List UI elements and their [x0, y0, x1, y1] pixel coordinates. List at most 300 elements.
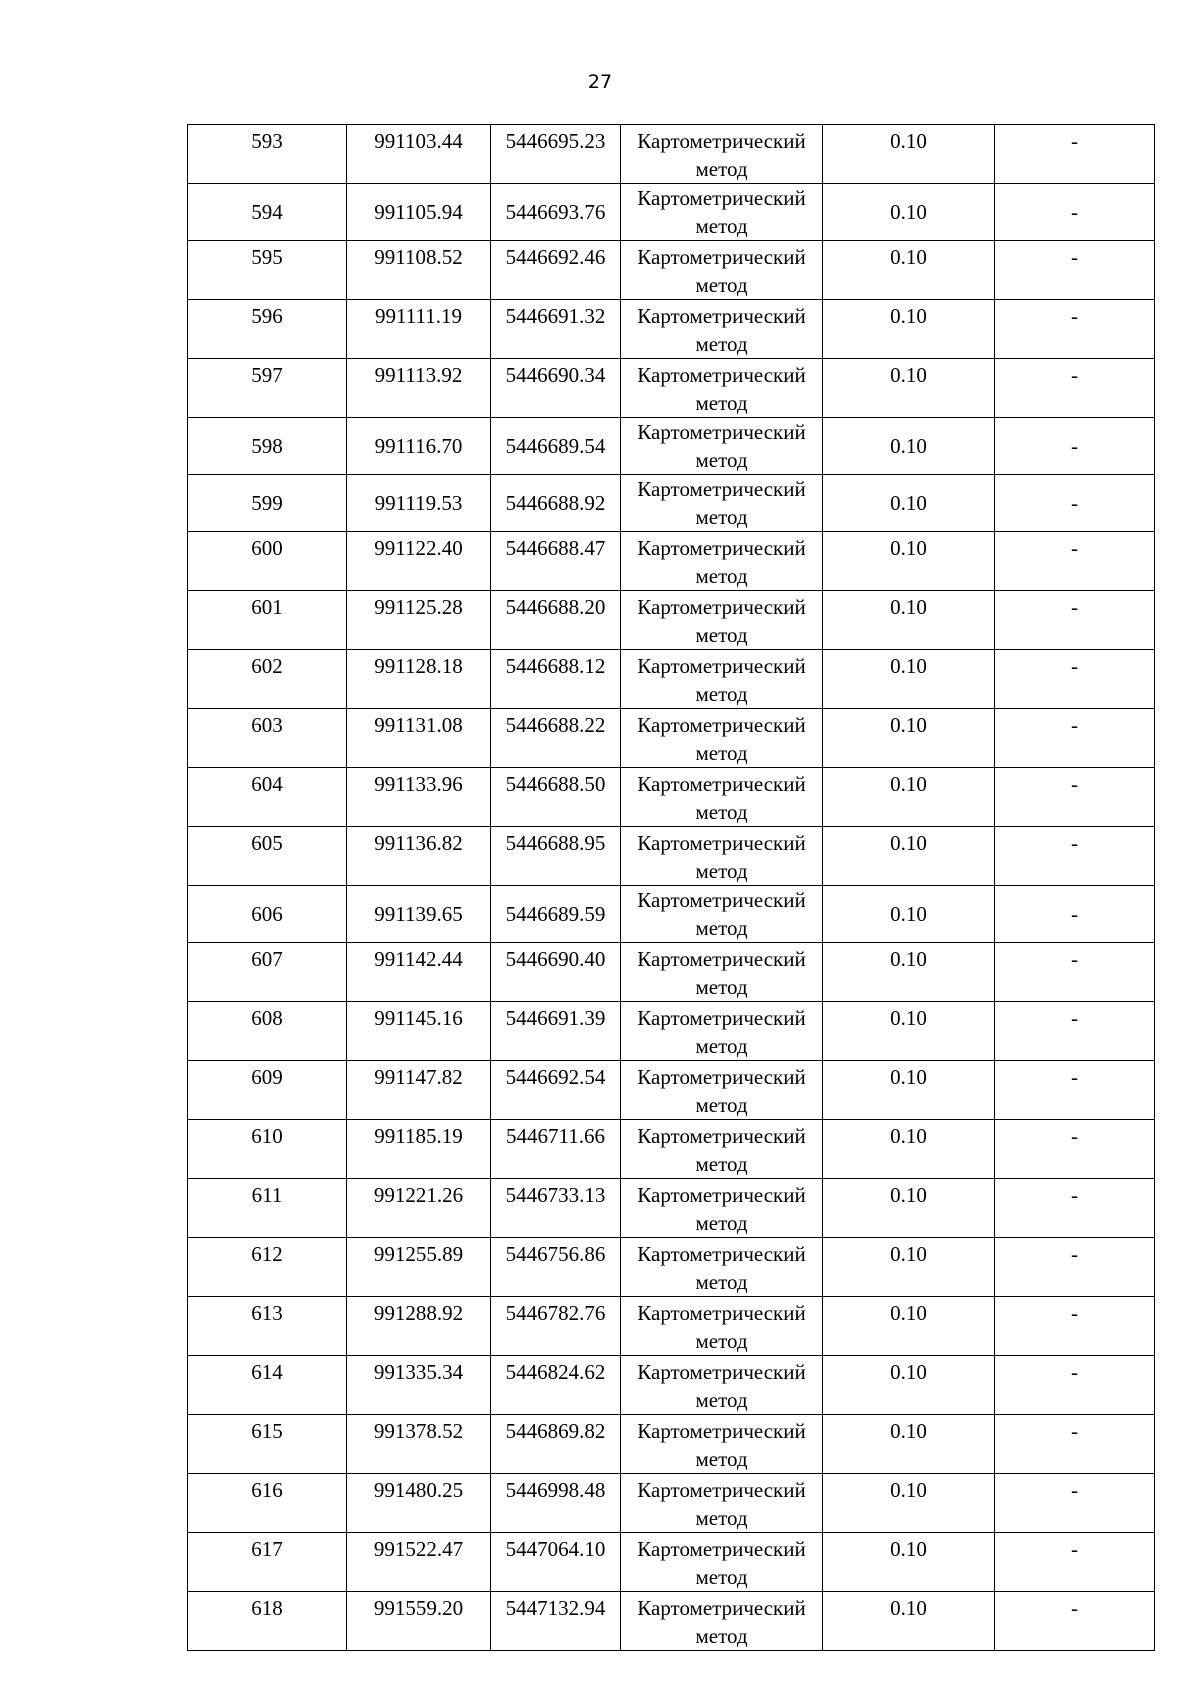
accuracy-cell	[823, 1415, 995, 1474]
method-line-2: метод	[695, 1270, 748, 1294]
method-line-2: метод	[695, 1447, 748, 1471]
note-cell	[995, 1002, 1155, 1061]
y-coordinate-cell-text: 5446756.86	[505, 1242, 606, 1266]
note-cell-text: -	[1071, 1596, 1078, 1620]
point-number-cell	[188, 1297, 347, 1356]
accuracy-cell-text: 0.10	[890, 434, 927, 458]
note-cell	[995, 1356, 1155, 1415]
note-cell-text: -	[1071, 200, 1078, 224]
x-coordinate-cell-text: 991378.52	[373, 1419, 464, 1443]
point-number-cell-text: 601	[251, 595, 283, 619]
method-line-1: Картометрический	[637, 1360, 806, 1384]
x-coordinate-cell	[347, 943, 491, 1002]
y-coordinate-cell-text: 5447132.94	[505, 1596, 606, 1620]
accuracy-cell	[823, 1120, 995, 1179]
accuracy-cell-text: 0.10	[890, 200, 927, 224]
accuracy-cell	[823, 184, 995, 241]
y-coordinate-cell	[491, 650, 621, 709]
note-cell	[995, 241, 1155, 300]
method-line-2: метод	[695, 1034, 748, 1058]
note-cell-text: -	[1071, 245, 1078, 269]
y-coordinate-cell-text: 5446693.76	[505, 200, 606, 224]
method-cell	[621, 1179, 823, 1238]
accuracy-cell	[823, 768, 995, 827]
table-row	[188, 125, 1155, 184]
y-coordinate-cell-text: 5446692.46	[505, 245, 606, 269]
x-coordinate-cell	[347, 1179, 491, 1238]
y-coordinate-cell	[491, 184, 621, 241]
note-cell-text: -	[1071, 1301, 1078, 1325]
x-coordinate-cell	[347, 475, 491, 532]
point-number-cell	[188, 1592, 347, 1651]
method-line-2: метод	[695, 741, 748, 765]
y-coordinate-cell-text: 5446695.23	[505, 129, 606, 153]
point-number-cell-text: 599	[251, 491, 283, 515]
x-coordinate-cell	[347, 1356, 491, 1415]
method-line-2: метод	[695, 1093, 748, 1117]
accuracy-cell	[823, 709, 995, 768]
method-cell	[621, 1474, 823, 1533]
method-cell	[621, 827, 823, 886]
y-coordinate-cell	[491, 1120, 621, 1179]
y-coordinate-cell	[491, 768, 621, 827]
point-number-cell-text: 600	[251, 536, 283, 560]
method-line-1: Картометрический	[637, 654, 806, 678]
x-coordinate-cell	[347, 768, 491, 827]
x-coordinate-cell	[347, 1061, 491, 1120]
method-cell	[621, 241, 823, 300]
method-cell	[621, 886, 823, 943]
note-cell-text: -	[1071, 1537, 1078, 1561]
point-number-cell	[188, 768, 347, 827]
point-number-cell-text: 609	[251, 1065, 283, 1089]
x-coordinate-cell	[347, 591, 491, 650]
x-coordinate-cell-text: 991111.19	[375, 304, 462, 328]
x-coordinate-cell	[347, 1002, 491, 1061]
y-coordinate-cell-text: 5447064.10	[505, 1537, 606, 1561]
note-cell-text: -	[1071, 902, 1078, 926]
y-coordinate-cell-text: 5446782.76	[505, 1301, 606, 1325]
note-cell	[995, 1120, 1155, 1179]
method-line-2: метод	[695, 448, 748, 472]
point-number-cell-text: 613	[251, 1301, 283, 1325]
method-line-2: метод	[695, 1565, 748, 1589]
point-number-cell	[188, 650, 347, 709]
note-cell	[995, 418, 1155, 475]
method-line-2: метод	[695, 1506, 748, 1530]
point-number-cell	[188, 1415, 347, 1474]
accuracy-cell-text: 0.10	[890, 304, 927, 328]
method-line-2: метод	[695, 332, 748, 356]
table-row	[188, 300, 1155, 359]
point-number-cell	[188, 300, 347, 359]
y-coordinate-cell-text: 5446733.13	[505, 1183, 606, 1207]
y-coordinate-cell	[491, 475, 621, 532]
accuracy-cell-text: 0.10	[890, 1124, 927, 1148]
y-coordinate-cell	[491, 1356, 621, 1415]
accuracy-cell-text: 0.10	[890, 1301, 927, 1325]
table-row	[188, 1297, 1155, 1356]
x-coordinate-cell-text: 991185.19	[374, 1124, 463, 1148]
point-number-cell	[188, 827, 347, 886]
accuracy-cell-text: 0.10	[890, 947, 927, 971]
accuracy-cell-text: 0.10	[890, 1596, 927, 1620]
table-row	[188, 359, 1155, 418]
accuracy-cell	[823, 532, 995, 591]
note-cell-text: -	[1071, 595, 1078, 619]
note-cell-text: -	[1071, 1419, 1078, 1443]
coordinates-table-body	[188, 125, 1155, 1651]
note-cell	[995, 650, 1155, 709]
method-cell	[621, 709, 823, 768]
accuracy-cell	[823, 1002, 995, 1061]
y-coordinate-cell	[491, 241, 621, 300]
y-coordinate-cell	[491, 1061, 621, 1120]
point-number-cell-text: 607	[251, 947, 283, 971]
point-number-cell	[188, 184, 347, 241]
method-line-1: Картометрический	[637, 1065, 806, 1089]
accuracy-cell-text: 0.10	[890, 1419, 927, 1443]
point-number-cell	[188, 1179, 347, 1238]
table-row	[188, 1179, 1155, 1238]
method-line-2: метод	[695, 1329, 748, 1353]
note-cell	[995, 827, 1155, 886]
accuracy-cell	[823, 1061, 995, 1120]
accuracy-cell-text: 0.10	[890, 1478, 927, 1502]
y-coordinate-cell	[491, 1533, 621, 1592]
x-coordinate-cell	[347, 1592, 491, 1651]
accuracy-cell-text: 0.10	[890, 245, 927, 269]
method-line-2: метод	[695, 859, 748, 883]
y-coordinate-cell-text: 5446692.54	[505, 1065, 606, 1089]
method-line-1: Картометрический	[637, 1006, 806, 1030]
method-line-1: Картометрический	[637, 1242, 806, 1266]
point-number-cell-text: 618	[251, 1596, 283, 1620]
y-coordinate-cell-text: 5446689.59	[505, 902, 606, 926]
point-number-cell-text: 616	[251, 1478, 283, 1502]
y-coordinate-cell	[491, 827, 621, 886]
point-number-cell	[188, 1356, 347, 1415]
method-cell	[621, 184, 823, 241]
x-coordinate-cell-text: 991131.08	[374, 713, 463, 737]
method-cell	[621, 1120, 823, 1179]
point-number-cell	[188, 1533, 347, 1592]
note-cell-text: -	[1071, 831, 1078, 855]
y-coordinate-cell	[491, 418, 621, 475]
y-coordinate-cell-text: 5446869.82	[505, 1419, 606, 1443]
point-number-cell-text: 603	[251, 713, 283, 737]
accuracy-cell-text: 0.10	[890, 902, 927, 926]
accuracy-cell-text: 0.10	[890, 595, 927, 619]
x-coordinate-cell-text: 991128.18	[374, 654, 463, 678]
x-coordinate-cell-text: 991522.47	[373, 1537, 464, 1561]
method-cell	[621, 1356, 823, 1415]
point-number-cell-text: 593	[251, 129, 283, 153]
method-line-1: Картометрический	[637, 1478, 806, 1502]
point-number-cell	[188, 532, 347, 591]
point-number-cell-text: 606	[251, 902, 283, 926]
table-row	[188, 532, 1155, 591]
note-cell	[995, 359, 1155, 418]
point-number-cell	[188, 709, 347, 768]
method-cell	[621, 418, 823, 475]
accuracy-cell	[823, 650, 995, 709]
note-cell-text: -	[1071, 491, 1078, 515]
y-coordinate-cell	[491, 1297, 621, 1356]
method-line-1: Картометрический	[637, 947, 806, 971]
method-line-1: Картометрический	[637, 363, 806, 387]
point-number-cell-text: 611	[251, 1183, 283, 1207]
y-coordinate-cell	[491, 300, 621, 359]
note-cell	[995, 943, 1155, 1002]
x-coordinate-cell	[347, 1120, 491, 1179]
accuracy-cell-text: 0.10	[890, 536, 927, 560]
x-coordinate-cell	[347, 827, 491, 886]
table-row	[188, 886, 1155, 943]
method-cell	[621, 359, 823, 418]
method-cell	[621, 943, 823, 1002]
method-line-2: метод	[695, 564, 748, 588]
x-coordinate-cell-text: 991559.20	[373, 1596, 464, 1620]
accuracy-cell	[823, 125, 995, 184]
x-coordinate-cell	[347, 532, 491, 591]
x-coordinate-cell	[347, 886, 491, 943]
method-line-1: Картометрический	[637, 831, 806, 855]
method-line-1: Картометрический	[637, 772, 806, 796]
x-coordinate-cell	[347, 1415, 491, 1474]
note-cell-text: -	[1071, 434, 1078, 458]
note-cell-text: -	[1071, 129, 1078, 153]
method-cell	[621, 1061, 823, 1120]
y-coordinate-cell	[491, 532, 621, 591]
point-number-cell-text: 595	[251, 245, 283, 269]
y-coordinate-cell-text: 5446688.12	[505, 654, 606, 678]
point-number-cell-text: 608	[251, 1006, 283, 1030]
point-number-cell	[188, 886, 347, 943]
method-line-1: Картометрический	[637, 1596, 806, 1620]
accuracy-cell	[823, 241, 995, 300]
table-row	[188, 1592, 1155, 1651]
method-line-2: метод	[695, 1211, 748, 1235]
x-coordinate-cell	[347, 1297, 491, 1356]
y-coordinate-cell-text: 5446688.22	[505, 713, 606, 737]
note-cell	[995, 1061, 1155, 1120]
page-number: 27	[587, 71, 613, 93]
point-number-cell-text: 615	[251, 1419, 283, 1443]
method-line-2: метод	[695, 1152, 748, 1176]
note-cell	[995, 1415, 1155, 1474]
accuracy-cell	[823, 418, 995, 475]
point-number-cell-text: 612	[251, 1242, 283, 1266]
accuracy-cell-text: 0.10	[890, 831, 927, 855]
table-row	[188, 1356, 1155, 1415]
accuracy-cell-text: 0.10	[890, 491, 927, 515]
note-cell	[995, 532, 1155, 591]
method-line-1: Картометрический	[637, 420, 806, 444]
method-line-1: Картометрический	[637, 595, 806, 619]
y-coordinate-cell	[491, 943, 621, 1002]
accuracy-cell	[823, 1356, 995, 1415]
accuracy-cell-text: 0.10	[890, 1006, 927, 1030]
x-coordinate-cell	[347, 241, 491, 300]
method-line-1: Картометрический	[637, 186, 806, 210]
method-cell	[621, 125, 823, 184]
y-coordinate-cell	[491, 1179, 621, 1238]
table-row	[188, 1002, 1155, 1061]
y-coordinate-cell	[491, 359, 621, 418]
y-coordinate-cell-text: 5446998.48	[505, 1478, 606, 1502]
table-row	[188, 1061, 1155, 1120]
table-row	[188, 1533, 1155, 1592]
x-coordinate-cell-text: 991108.52	[374, 245, 463, 269]
note-cell-text: -	[1071, 1006, 1078, 1030]
method-line-1: Картометрический	[637, 477, 806, 501]
accuracy-cell-text: 0.10	[890, 772, 927, 796]
note-cell-text: -	[1071, 1360, 1078, 1384]
method-cell	[621, 591, 823, 650]
table-row	[188, 709, 1155, 768]
table-row	[188, 241, 1155, 300]
note-cell	[995, 1592, 1155, 1651]
table-row	[188, 591, 1155, 650]
accuracy-cell-text: 0.10	[890, 654, 927, 678]
accuracy-cell	[823, 1179, 995, 1238]
x-coordinate-cell-text: 991133.96	[374, 772, 463, 796]
accuracy-cell	[823, 1297, 995, 1356]
method-line-2: метод	[695, 391, 748, 415]
point-number-cell	[188, 1002, 347, 1061]
method-line-1: Картометрический	[637, 1419, 806, 1443]
method-cell	[621, 1238, 823, 1297]
y-coordinate-cell-text: 5446690.34	[505, 363, 606, 387]
x-coordinate-cell-text: 991221.26	[373, 1183, 464, 1207]
y-coordinate-cell-text: 5446691.32	[505, 304, 606, 328]
x-coordinate-cell-text: 991139.65	[374, 902, 463, 926]
y-coordinate-cell-text: 5446688.20	[505, 595, 606, 619]
x-coordinate-cell	[347, 418, 491, 475]
x-coordinate-cell-text: 991136.82	[374, 831, 463, 855]
accuracy-cell	[823, 1238, 995, 1297]
x-coordinate-cell	[347, 359, 491, 418]
note-cell	[995, 184, 1155, 241]
point-number-cell	[188, 475, 347, 532]
note-cell	[995, 1533, 1155, 1592]
y-coordinate-cell-text: 5446824.62	[505, 1360, 606, 1384]
method-cell	[621, 1297, 823, 1356]
table-row	[188, 1120, 1155, 1179]
table-row	[188, 827, 1155, 886]
method-line-2: метод	[695, 800, 748, 824]
method-line-2: метод	[695, 214, 748, 238]
note-cell	[995, 1297, 1155, 1356]
x-coordinate-cell-text: 991116.70	[374, 434, 463, 458]
y-coordinate-cell	[491, 125, 621, 184]
method-line-2: метод	[695, 975, 748, 999]
accuracy-cell-text: 0.10	[890, 1065, 927, 1089]
note-cell	[995, 886, 1155, 943]
method-line-2: метод	[695, 682, 748, 706]
point-number-cell	[188, 359, 347, 418]
point-number-cell	[188, 943, 347, 1002]
method-cell	[621, 1415, 823, 1474]
point-number-cell-text: 604	[251, 772, 283, 796]
y-coordinate-cell-text: 5446689.54	[505, 434, 606, 458]
accuracy-cell	[823, 359, 995, 418]
x-coordinate-cell-text: 991142.44	[374, 947, 463, 971]
accuracy-cell	[823, 300, 995, 359]
note-cell-text: -	[1071, 363, 1078, 387]
x-coordinate-cell-text: 991103.44	[374, 129, 463, 153]
y-coordinate-cell	[491, 591, 621, 650]
method-line-2: метод	[695, 157, 748, 181]
accuracy-cell	[823, 827, 995, 886]
note-cell	[995, 768, 1155, 827]
note-cell	[995, 1474, 1155, 1533]
method-line-1: Картометрический	[637, 245, 806, 269]
y-coordinate-cell-text: 5446711.66	[506, 1124, 605, 1148]
note-cell-text: -	[1071, 1065, 1078, 1089]
note-cell-text: -	[1071, 772, 1078, 796]
method-cell	[621, 475, 823, 532]
y-coordinate-cell-text: 5446688.47	[505, 536, 606, 560]
table-row	[188, 1415, 1155, 1474]
note-cell	[995, 591, 1155, 650]
method-line-2: метод	[695, 505, 748, 529]
point-number-cell-text: 617	[251, 1537, 283, 1561]
note-cell-text: -	[1071, 304, 1078, 328]
point-number-cell-text: 614	[251, 1360, 283, 1384]
y-coordinate-cell	[491, 1238, 621, 1297]
point-number-cell-text: 602	[251, 654, 283, 678]
table-row	[188, 1474, 1155, 1533]
accuracy-cell	[823, 1533, 995, 1592]
method-cell	[621, 1592, 823, 1651]
note-cell-text: -	[1071, 713, 1078, 737]
x-coordinate-cell-text: 991113.92	[374, 363, 463, 387]
point-number-cell	[188, 1474, 347, 1533]
accuracy-cell-text: 0.10	[890, 1537, 927, 1561]
table-row	[188, 1238, 1155, 1297]
x-coordinate-cell-text: 991145.16	[374, 1006, 463, 1030]
y-coordinate-cell-text: 5446688.92	[505, 491, 606, 515]
method-line-2: метод	[695, 273, 748, 297]
point-number-cell	[188, 125, 347, 184]
method-line-1: Картометрический	[637, 888, 806, 912]
x-coordinate-cell-text: 991125.28	[374, 595, 463, 619]
note-cell-text: -	[1071, 947, 1078, 971]
x-coordinate-cell-text: 991288.92	[373, 1301, 464, 1325]
accuracy-cell-text: 0.10	[890, 129, 927, 153]
x-coordinate-cell-text: 991105.94	[374, 200, 463, 224]
note-cell-text: -	[1071, 536, 1078, 560]
accuracy-cell-text: 0.10	[890, 1242, 927, 1266]
x-coordinate-cell	[347, 1533, 491, 1592]
x-coordinate-cell-text: 991147.82	[374, 1065, 463, 1089]
x-coordinate-cell	[347, 300, 491, 359]
method-cell	[621, 300, 823, 359]
y-coordinate-cell-text: 5446690.40	[505, 947, 606, 971]
note-cell	[995, 1238, 1155, 1297]
point-number-cell	[188, 1120, 347, 1179]
method-line-2: метод	[695, 916, 748, 940]
y-coordinate-cell	[491, 1002, 621, 1061]
point-number-cell	[188, 241, 347, 300]
point-number-cell-text: 596	[251, 304, 283, 328]
note-cell	[995, 1179, 1155, 1238]
table-row	[188, 768, 1155, 827]
coordinates-table	[187, 124, 1155, 1651]
accuracy-cell-text: 0.10	[890, 1360, 927, 1384]
